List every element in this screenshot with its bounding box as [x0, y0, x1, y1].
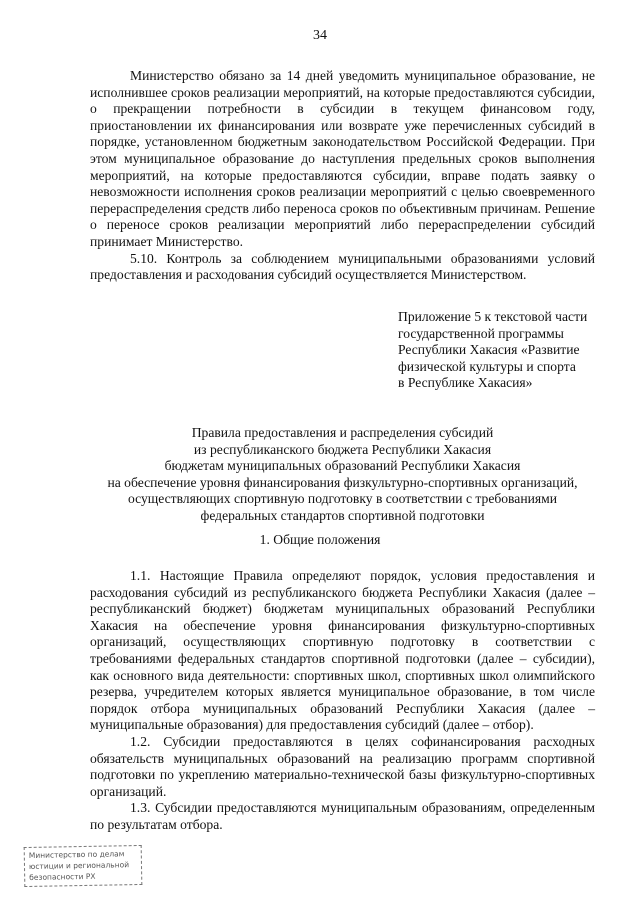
paragraph-1-3: 1.3. Субсидии предоставляются муниципальным образованиям, определенным по результатам отбора.: [90, 800, 595, 832]
rules-title: [60, 425, 625, 525]
appendix-line: в Республике Хакасия»: [398, 375, 533, 391]
general-provisions: [90, 568, 595, 834]
stamp-line: юстиции и региональной: [28, 860, 130, 871]
appendix-line: Республики Хакасия «Развитие: [398, 342, 580, 358]
paragraph-1-1: 1.1. Настоящие Правила определяют порядок, условия предоставления и расходования субсидий из республиканского бюджета Республики Хакасия (далее – республиканский бюджет) бюджетам муниципальных образований Республики Хакасия на обеспечение уровня финансирования физкультурно-спортивных организаций, осуществляющих спортивную подготовку в соответствии с требованиями федеральных стандартов спортивной подготовки (далее – субсидии), как основного вида деятельности: спортивных школ, спортивных школ олимпийского резерва, учредителем которых является муниципальное образование, в том числе порядок отбора муниципальных образований Республики Хакасия (далее – муниципальные образования) для предоставления субсидий (далее – отбор).: [90, 568, 595, 733]
appendix-line: Приложение 5 к текстовой части: [398, 309, 588, 324]
appendix-line: государственной программы: [398, 325, 564, 341]
appendix-reference: [398, 309, 598, 392]
registration-stamp: [24, 845, 143, 887]
rules-title-line: на обеспечение уровня финансирования физкультурно-спортивных организаций,: [107, 474, 578, 490]
paragraph-ministry-notification: Министерство обязано за 14 дней уведомить муниципальное образование, не исполнившее сроков реализации мероприятий, на которые предоставляются субсидии, о прекращении потребности в субсидии в текущем финансовом году, приостановлении их финансирования или возврате уже перечисленных субсидий в порядке, установленном бюджетным законодательством Российской Федерации. При этом муниципальное образование до наступления предельных сроков выполнения мероприятий, на которые предоставляются субсидии, вправе подать заявку о невозможности исполнения сроков реализации мероприятий с целью своевременного перераспределения средств либо переноса сроков по объективным причинам. Решение о переносе сроков реализации мероприятий либо перераспределении субсидий принимает Министерство.: [90, 68, 595, 249]
rules-title-line: из республиканского бюджета Республики Хакасия: [193, 441, 492, 457]
rules-title-line: Правила предоставления и распределения субсидий: [191, 425, 494, 440]
rules-title-line: осуществляющих спортивную подготовку в соответствии с требованиями: [127, 491, 558, 507]
page-number: 34: [313, 28, 327, 43]
rules-title-line: бюджетам муниципальных образований Республики Хакасия: [164, 458, 521, 474]
paragraph-5-10: 5.10. Контроль за соблюдением муниципальными образованиями условий предоставления и расходования субсидий осуществляется Министерством.: [90, 250, 595, 283]
paragraph-1-2: 1.2. Субсидии предоставляются в целях софинансирования расходных обязательств муниципальных образований на реализацию программ спортивной подготовки по укреплению материально-технической базы физкультурно-спортивных организаций.: [90, 733, 595, 799]
closing-paragraphs: [90, 68, 595, 284]
section-heading: 1. Общие положения: [259, 532, 381, 547]
stamp-line: безопасности РХ: [29, 871, 96, 882]
appendix-line: физической культуры и спорта: [398, 358, 576, 374]
rules-title-line: федеральных стандартов спортивной подготовки: [200, 507, 485, 523]
stamp-line: Министерство по делам: [28, 849, 125, 860]
